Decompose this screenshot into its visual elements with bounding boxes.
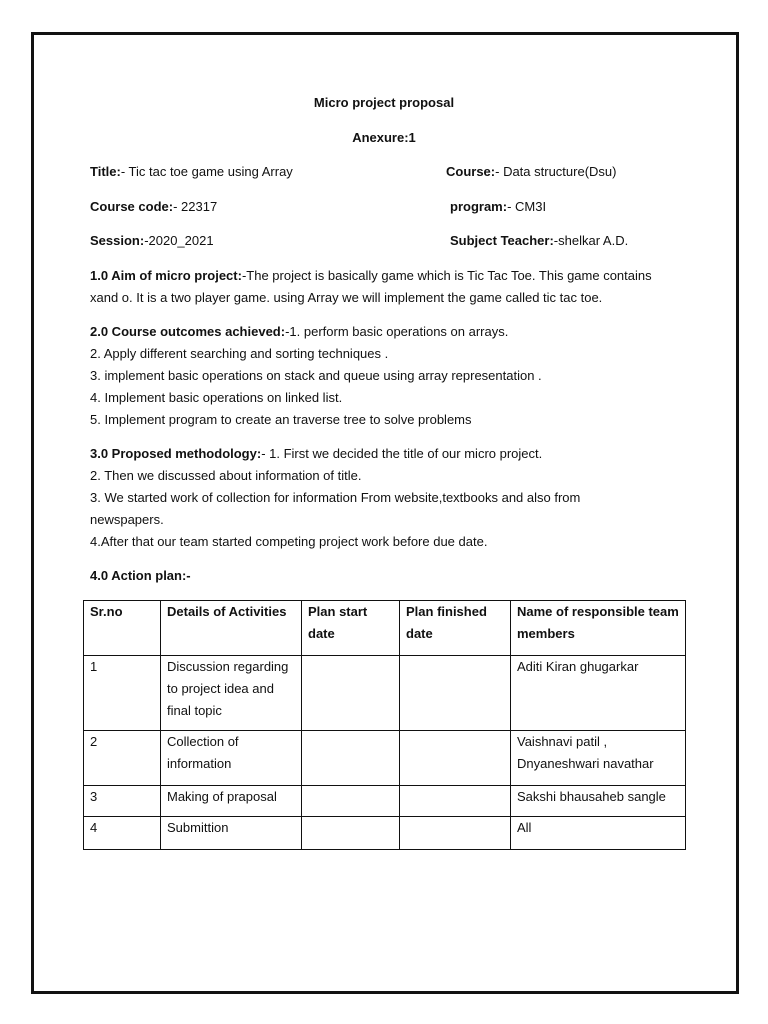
header-plan-start: Plan start date [302,601,400,656]
table-row [84,817,686,850]
table-row [84,731,686,786]
program-label: program: [450,199,508,214]
cell-srno: 2 [84,731,161,786]
methodology-item: 2. Then we discussed about information of title. [90,468,362,483]
title-field [90,161,293,183]
table-row [84,656,686,731]
teacher-value: -shelkar A.D. [553,233,629,248]
outcome-item: -1. perform basic operations on arrays. [285,324,509,339]
cell-details: Discussion regarding to project idea and final topic [161,656,302,731]
cell-responsible: Sakshi bhausaheb sangle [511,786,686,817]
cell-plan-start [302,656,400,731]
aim-section [90,265,690,309]
outcome-item: 3. implement basic operations on stack and queue using array representation . [90,368,542,383]
cell-plan-start [302,786,400,817]
cell-plan-finished [400,786,511,817]
cell-details: Submittion [161,817,302,850]
cell-responsible: All [511,817,686,850]
outcomes-heading: 2.0 Course outcomes achieved: [90,324,286,339]
cell-plan-finished [400,656,511,731]
outcome-item: 5. Implement program to create an traverse tree to solve problems [90,412,472,427]
session-field [90,230,214,252]
cell-plan-finished [400,731,511,786]
aim-heading: 1.0 Aim of micro project: [90,268,242,283]
aim-text-line1: -The project is basically game which is Tic Tac Toe. This game contains [241,268,652,283]
document-title: Micro project proposal [313,95,455,110]
header-responsible: Name of responsible team members [511,601,686,656]
outcome-item: 4. Implement basic operations on linked list. [90,390,343,405]
session-value: -2020_2021 [144,233,214,248]
program-field [450,196,546,218]
header-srno: Sr.no [84,601,161,656]
methodology-item: 4.After that our team started competing project work before due date. [90,534,488,549]
action-plan-table [83,600,686,850]
header-plan-finished: Plan finished date [400,601,511,656]
course-label: Course: [446,164,496,179]
methodology-section [90,443,690,553]
cell-plan-finished [400,817,511,850]
outcomes-section [90,321,690,431]
course-value: - Data structure(Dsu) [495,164,617,179]
cell-srno: 4 [84,817,161,850]
teacher-field [450,230,628,252]
cell-details: Making of praposal [161,786,302,817]
outcome-item: 2. Apply different searching and sorting techniques . [90,346,389,361]
title-value: - Tic tac toe game using Array [120,164,293,179]
cell-srno: 3 [84,786,161,817]
course-code-value: - 22317 [173,199,218,214]
cell-srno: 1 [84,656,161,731]
action-plan-heading: 4.0 Action plan:- [90,568,191,583]
course-code-label: Course code: [90,199,174,214]
cell-responsible: Aditi Kiran ghugarkar [511,656,686,731]
cell-details: Collection of information [161,731,302,786]
program-value: - CM3I [507,199,547,214]
table-row [84,786,686,817]
header-details: Details of Activities [161,601,302,656]
methodology-heading: 3.0 Proposed methodology: [90,446,262,461]
aim-text-line2: xand o. It is a two player game. using Array we will implement the game called tic tac toe. [90,290,603,305]
cell-responsible: Vaishnavi patil , Dnyaneshwari navathar [511,731,686,786]
methodology-item: - 1. First we decided the title of our micro project. [261,446,543,461]
methodology-item: newspapers. [90,512,164,527]
table-header-row [84,601,686,656]
cell-plan-start [302,731,400,786]
methodology-item: 3. We started work of collection for information From website,textbooks and also from [90,490,581,505]
course-field [446,161,617,183]
title-label: Title: [90,164,121,179]
annexure-label: Anexure:1 [352,130,416,145]
session-label: Session: [90,233,145,248]
course-code-field [90,196,217,218]
cell-plan-start [302,817,400,850]
teacher-label: Subject Teacher: [450,233,554,248]
